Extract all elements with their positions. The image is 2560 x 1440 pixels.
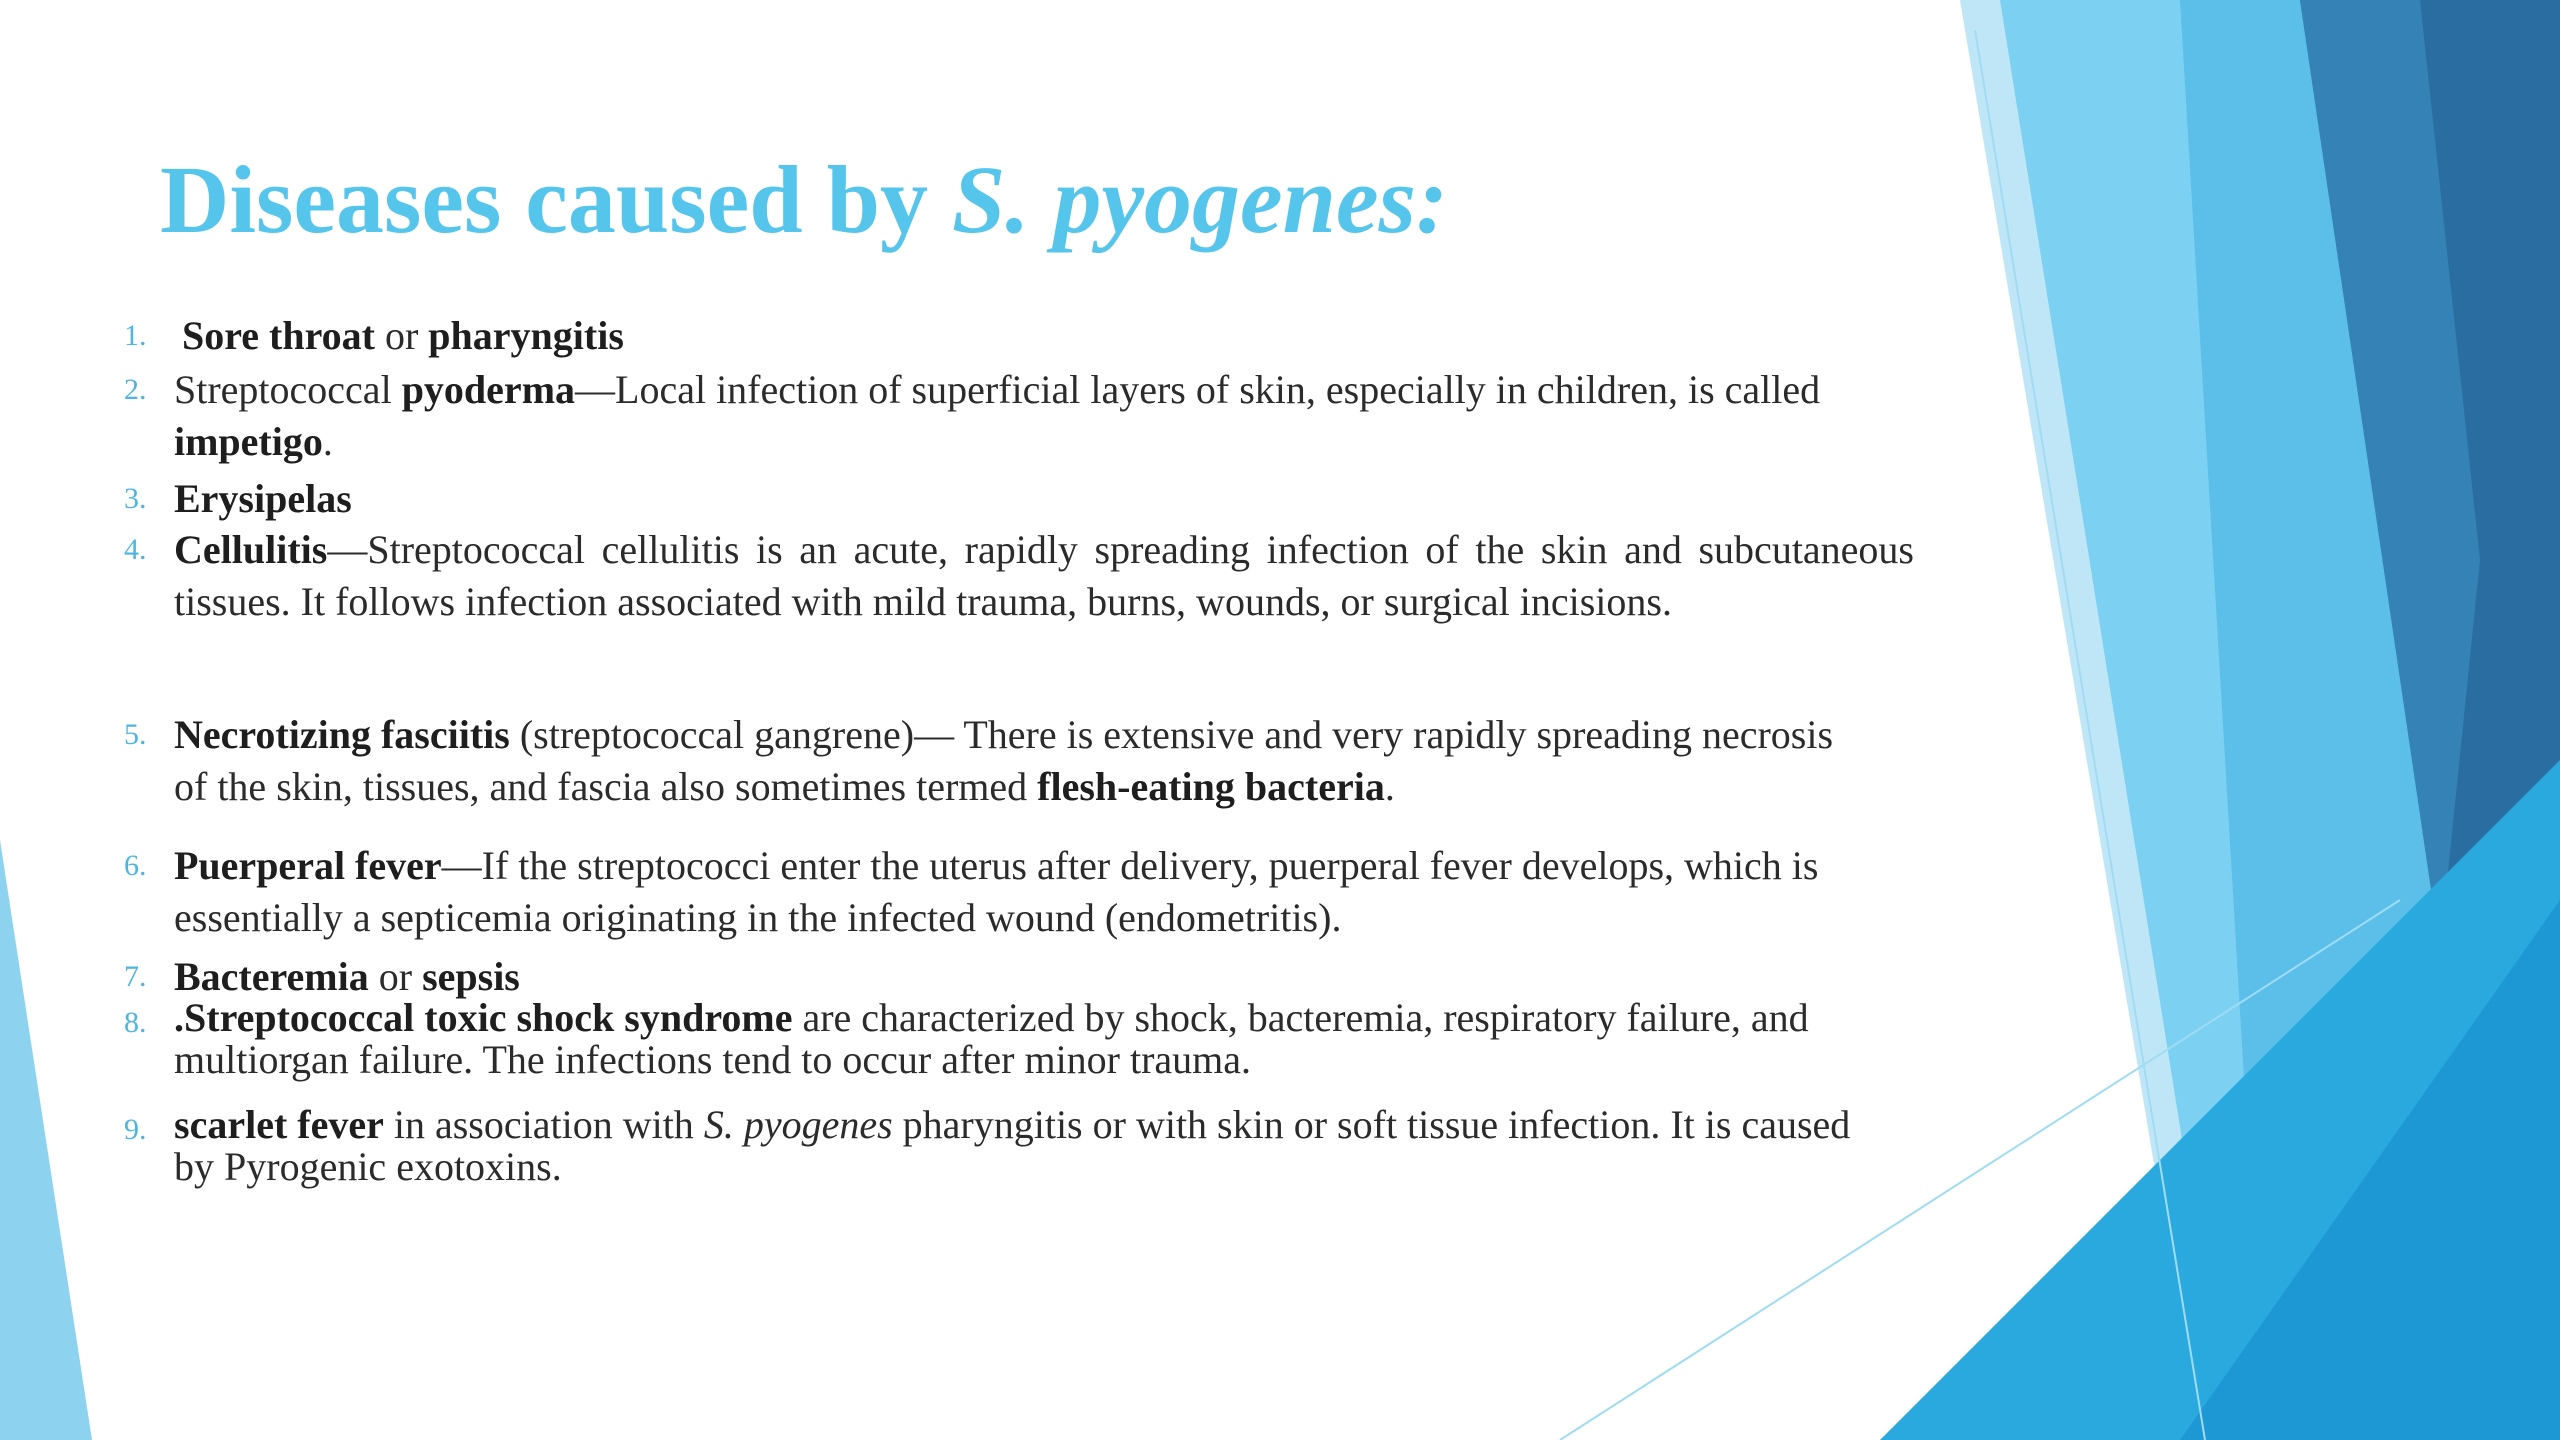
text-segment: in association with: [383, 1102, 704, 1147]
list-item-text: [174, 364, 1914, 468]
term-bacteremia: Bacteremia: [174, 954, 369, 999]
organism-name: S. pyogenes: [703, 1102, 893, 1147]
term-toxic-shock-syndrome: .Streptococcal toxic shock syndrome: [174, 995, 793, 1040]
list-item-text: [174, 473, 1914, 525]
connector-text: or: [374, 313, 429, 358]
list-item-text: [174, 997, 1914, 1081]
term-cellulitis: Cellulitis: [174, 527, 328, 572]
text-segment: —Streptococcal cellulitis is an acute, rapidly spreading infection of the skin and subcutaneous tissues. It follows infection associated with mild trauma, burns, wounds, or surgical incisions.: [174, 527, 1914, 624]
term-scarlet-fever: scarlet fever: [174, 1102, 384, 1147]
title-main: Diseases caused by: [160, 146, 953, 253]
term-impetigo: impetigo: [174, 419, 323, 464]
list-number: 2.: [124, 373, 147, 406]
list-item-text: [174, 840, 1874, 944]
list-item-text: [174, 1104, 1874, 1188]
text-segment: Streptococcal: [174, 367, 402, 412]
list-number: 1.: [124, 319, 147, 352]
term-necrotizing-fasciitis: Necrotizing fasciitis: [174, 712, 510, 757]
list-item-text: [174, 709, 1874, 813]
text-segment: .: [1384, 764, 1395, 809]
term-erysipelas: Erysipelas: [174, 476, 352, 521]
term-sore-throat: Sore throat: [182, 313, 375, 358]
text-segment: pharyngitis or with skin or soft tissue infection. It is caused by Pyrogenic exotoxins.: [174, 1102, 1851, 1189]
list-number: 5.: [124, 718, 147, 751]
term-flesh-eating-bacteria: flesh-eating bacteria: [1037, 764, 1385, 809]
list-number: 3.: [124, 482, 147, 515]
list-number: 7.: [124, 960, 147, 993]
text-segment: .: [322, 419, 333, 464]
list-item-text: [182, 310, 1914, 362]
list-item-1: [124, 310, 1914, 362]
text-segment: —If the streptococci enter the uterus after delivery, puerperal fever develops, which is essentially a septicemia originating in the infected wound (endometritis).: [174, 843, 1819, 940]
term-pyoderma: pyoderma: [401, 367, 576, 412]
list-number: 6.: [124, 849, 147, 882]
text-segment: —Local infection of superficial layers of skin, especially in children, is called: [575, 367, 1821, 412]
slide-title: [160, 140, 1448, 260]
text-segment: (streptococcal gangrene)— There is extensive and very rapidly spreading necrosis of the skin, tissues, and fascia also sometimes termed: [174, 712, 1834, 809]
list-number: 4.: [124, 533, 147, 566]
connector-text: or: [368, 954, 423, 999]
term-puerperal-fever: Puerperal fever: [174, 843, 442, 888]
term-pharyngitis: pharyngitis: [428, 313, 624, 358]
left-edge-triangle: [0, 840, 92, 1440]
term-sepsis: sepsis: [422, 954, 520, 999]
list-item-text: [174, 524, 1914, 628]
text-segment: are characterized by shock, bacteremia, respiratory failure, and multiorgan failure. The infections tend to occur after minor trauma.: [174, 995, 1809, 1082]
title-italic: S. pyogenes:: [952, 146, 1448, 253]
list-number: 8.: [124, 1006, 147, 1039]
list-number: 9.: [124, 1113, 147, 1146]
